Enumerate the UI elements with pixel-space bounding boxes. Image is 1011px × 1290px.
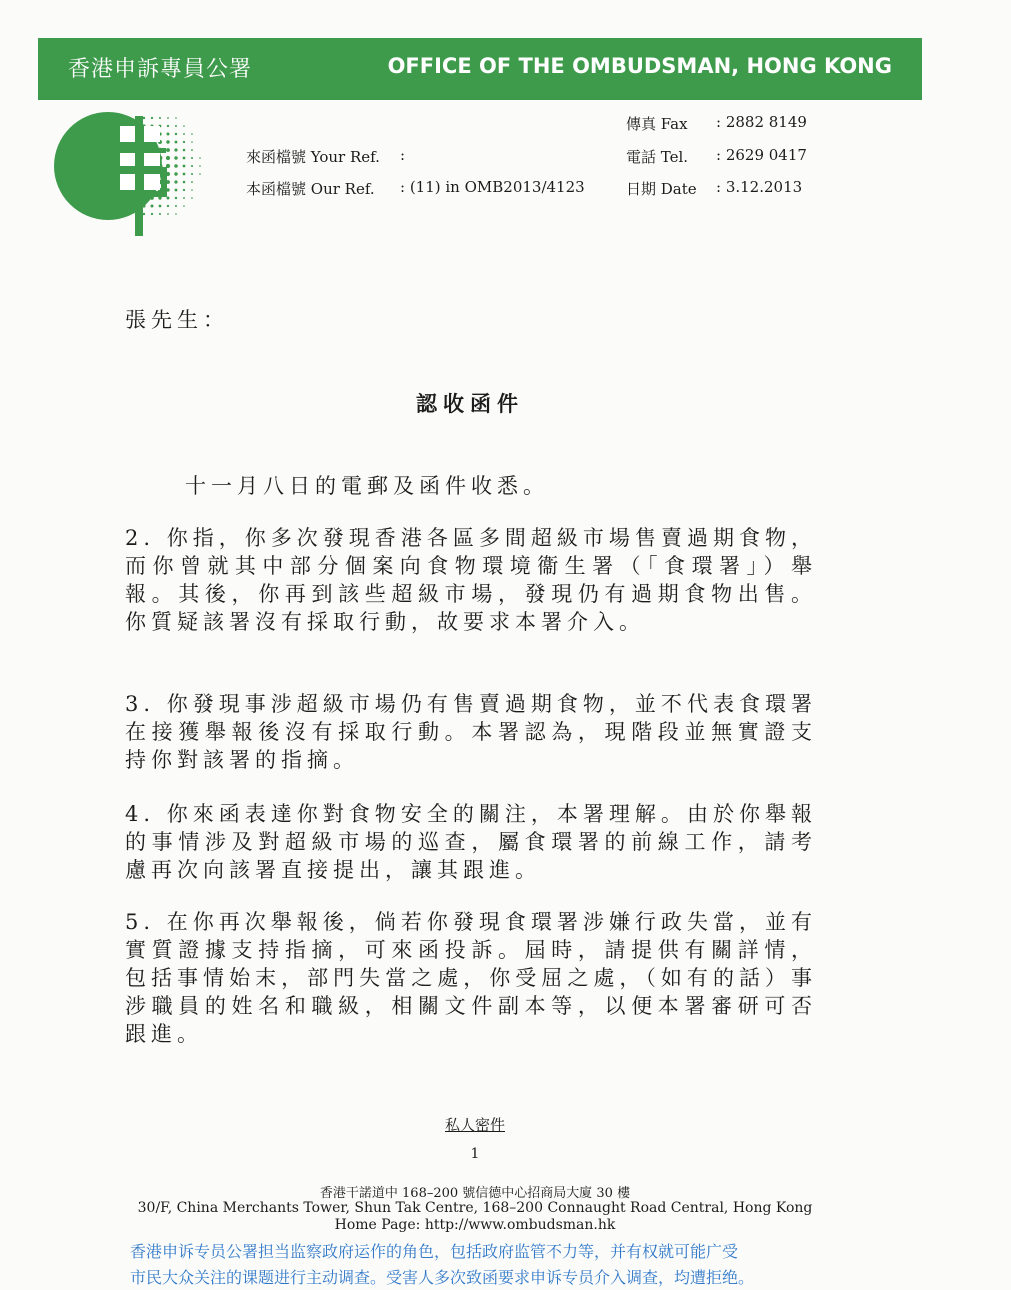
paragraph-1: 十一月八日的電郵及函件收悉。 bbox=[185, 474, 549, 498]
address-chinese: 香港干諾道中 168–200 號信德中心招商局大廈 30 樓 bbox=[319, 1186, 631, 1201]
paragraph-4: 4. 你來函表達你對食物安全的關注，本署理解。由於你舉報的事情涉及對超級市場的巡查，屬食環署的前線工作，請考慮再次向該署直接提出，讓其跟進。 bbox=[125, 802, 817, 882]
letter-subject: 認收函件 bbox=[416, 391, 524, 416]
your-ref-label: 來函檔號 Your Ref. bbox=[246, 148, 380, 166]
paragraph-2: 2. 你指，你多次發現香港各區多間超級市場售賣過期食物，而你曾就其中部分個案向食物環境衞生署（「食環署」）舉報。其後，你再到該些超級市場，發現仍有過期食物出售。你質疑該署沒有採取行動，故要求本署介入。 bbox=[125, 526, 817, 634]
our-ref-label: 本函檔號 Our Ref. bbox=[246, 180, 375, 198]
annotation-line-2: 市民大众关注的课题进行主动调查。受害人多次致函要求申诉专员介入调查，均遭拒绝。 bbox=[130, 1268, 755, 1287]
salutation: 張先生： bbox=[125, 308, 229, 332]
homepage-link[interactable]: Home Page: http://www.ombudsman.hk bbox=[334, 1217, 616, 1233]
fax-value: : 2882 8149 bbox=[716, 113, 807, 131]
your-ref-value: : bbox=[400, 146, 406, 164]
page-number: 1 bbox=[470, 1146, 480, 1162]
paragraph-5: 5. 在你再次舉報後，倘若你發現食環署涉嫌行政失當，並有實質證據支持指摘，可來函投訴。屆時，請提供有關詳情，包括事情始末，部門失當之處，你受屈之處，（如有的話）事涉職員的姓名和職級，相關文件副本等，以便本署審研可否跟進。 bbox=[125, 910, 817, 1046]
tel-label: 電話 Tel. bbox=[626, 148, 689, 166]
confidential-mark: 私人密件 bbox=[444, 1116, 505, 1134]
paragraph-3: 3. 你發現事涉超級市場仍有售賣過期食物，並不代表食環署在接獲舉報後沒有採取行動。本署認為，現階段並無實證支持你對該署的指摘。 bbox=[125, 692, 817, 772]
date-label: 日期 Date bbox=[626, 180, 697, 198]
header-banner bbox=[38, 38, 922, 100]
address-english: 30/F, China Merchants Tower, Shun Tak Centre, 168–200 Connaught Road Central, Hong Kong bbox=[137, 1200, 813, 1216]
fax-label: 傳真 Fax bbox=[626, 115, 688, 133]
tel-value: : 2629 0417 bbox=[716, 146, 807, 164]
ombudsman-logo-icon bbox=[52, 108, 214, 238]
our-ref-value: : (11) in OMB2013/4123 bbox=[400, 178, 585, 196]
org-name-chinese: 香港申訴專員公署 bbox=[68, 57, 253, 82]
date-value: : 3.12.2013 bbox=[716, 178, 803, 196]
org-name-english: OFFICE OF THE OMBUDSMAN, HONG KONG bbox=[387, 54, 892, 78]
annotation-line-1: 香港申诉专员公署担当监察政府运作的角色，包括政府监管不力等，并有权就可能广受 bbox=[130, 1242, 739, 1261]
